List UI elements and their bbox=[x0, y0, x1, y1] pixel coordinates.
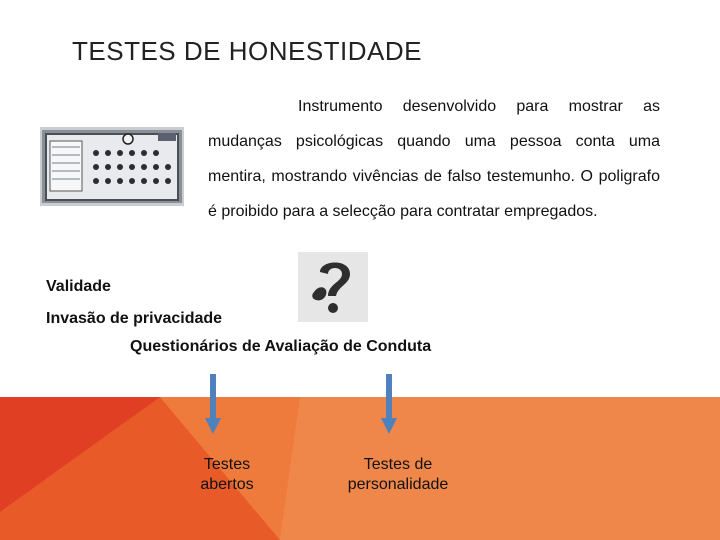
validity-label: Validade bbox=[46, 278, 111, 295]
down-arrow-right-icon bbox=[381, 374, 397, 434]
question-mark-image bbox=[298, 252, 368, 322]
questionnaires-label: Questionários de Avaliação de Conduta bbox=[130, 338, 432, 355]
privacy-label: Invasão de privacidade bbox=[46, 310, 223, 327]
open-tests-line1: Testes bbox=[203, 456, 251, 473]
down-arrow-left-icon bbox=[205, 374, 221, 434]
open-tests-line2: abertos bbox=[200, 476, 254, 493]
slide-title: TESTES DE HONESTIDADE bbox=[72, 36, 422, 66]
personality-tests-label bbox=[330, 455, 466, 495]
personality-tests-line1: Testes de bbox=[363, 456, 433, 473]
personality-tests-line2: personalidade bbox=[347, 476, 449, 493]
polygraph-image bbox=[40, 127, 184, 206]
description-text: Instrumento desenvolvido para mostrar as mudanças psicológicas quando uma pessoa conta uma mentira, mostrando vivências de falso testemunho. O poligrafo é proibido para a selecção para contratar empregados. bbox=[208, 98, 660, 220]
open-tests-label bbox=[182, 455, 272, 495]
